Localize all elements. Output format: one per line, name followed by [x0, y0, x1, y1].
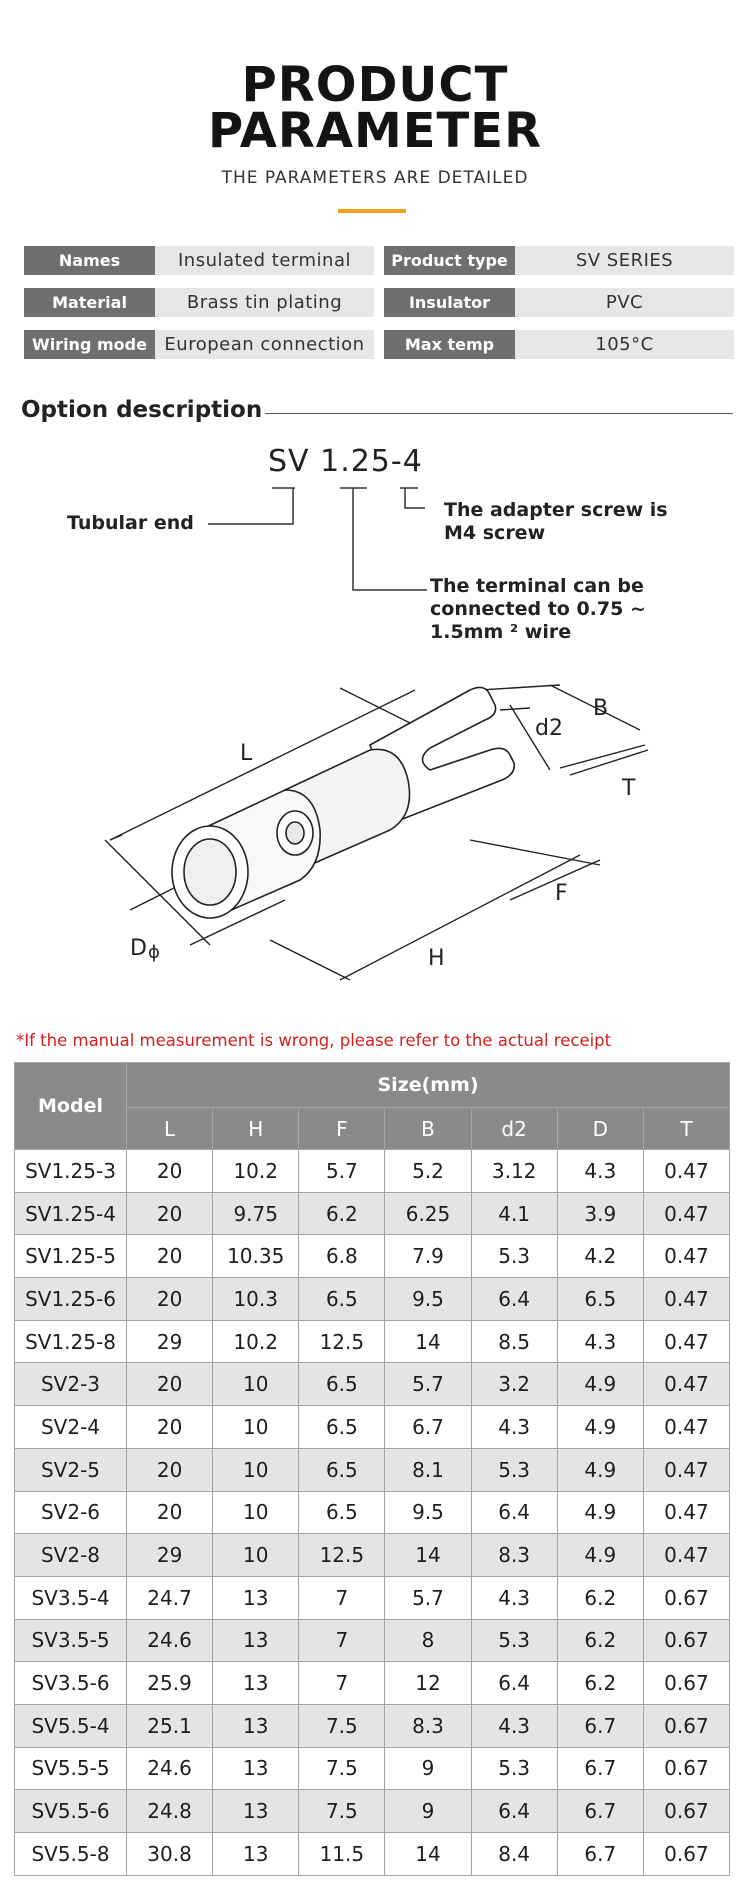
size-cell: 0.67 [643, 1662, 729, 1705]
size-cell: 12.5 [299, 1534, 385, 1577]
model-cell: SV5.5-6 [15, 1790, 127, 1833]
size-cell: 4.9 [557, 1363, 643, 1406]
param-key: Max temp [384, 330, 515, 359]
size-cell: 3.2 [471, 1363, 557, 1406]
size-cell: 5.7 [385, 1576, 471, 1619]
terminal-diagram [70, 650, 680, 1020]
size-cell: 5.3 [471, 1619, 557, 1662]
size-cell: 6.2 [299, 1192, 385, 1235]
size-cell: 7.5 [299, 1790, 385, 1833]
table-row [15, 1576, 730, 1619]
param-value: PVC [515, 288, 734, 317]
table-row [15, 1619, 730, 1662]
size-cell: 0.47 [643, 1320, 729, 1363]
param-value: Insulated terminal [155, 246, 374, 275]
size-cell: 13 [213, 1704, 299, 1747]
callout-screw-line1: The adapter screw is [444, 499, 668, 521]
model-cell: SV2-3 [15, 1363, 127, 1406]
size-cell: 24.6 [127, 1619, 213, 1662]
size-cell: 20 [127, 1150, 213, 1193]
model-cell: SV1.25-5 [15, 1235, 127, 1278]
callout-screw-line2: M4 screw [444, 522, 546, 544]
size-cell: 0.47 [643, 1192, 729, 1235]
param-key: Wiring mode [24, 330, 155, 359]
size-cell: 0.67 [643, 1576, 729, 1619]
accent-divider [338, 209, 406, 213]
param-key: Names [24, 246, 155, 275]
size-cell: 6.2 [557, 1662, 643, 1705]
size-cell: 11.5 [299, 1833, 385, 1876]
size-cell: 4.3 [471, 1576, 557, 1619]
size-cell: 9.5 [385, 1278, 471, 1321]
column-header: T [643, 1108, 729, 1150]
size-cell: 0.47 [643, 1534, 729, 1577]
size-cell: 0.47 [643, 1448, 729, 1491]
size-cell: 10.2 [213, 1320, 299, 1363]
table-row [15, 1363, 730, 1406]
option-description-heading: Option description [21, 397, 263, 423]
param-cell [384, 330, 734, 359]
table-row [15, 1790, 730, 1833]
size-cell: 12.5 [299, 1320, 385, 1363]
param-value: European connection [155, 330, 374, 359]
size-cell: 12 [385, 1662, 471, 1705]
dim-label-B: B [593, 696, 609, 721]
param-cell [384, 246, 734, 275]
size-cell: 4.3 [471, 1704, 557, 1747]
size-cell: 6.4 [471, 1662, 557, 1705]
size-cell: 14 [385, 1320, 471, 1363]
size-cell: 8.1 [385, 1448, 471, 1491]
size-cell: 6.8 [299, 1235, 385, 1278]
size-cell: 24.6 [127, 1747, 213, 1790]
size-cell: 4.3 [557, 1320, 643, 1363]
size-cell: 8.4 [471, 1833, 557, 1876]
size-cell: 14 [385, 1833, 471, 1876]
table-row [15, 1491, 730, 1534]
size-cell: 29 [127, 1320, 213, 1363]
dim-label-D: D [130, 936, 147, 961]
page-title-line1: PRODUCT [241, 57, 509, 113]
size-cell: 0.47 [643, 1491, 729, 1534]
size-cell: 6.5 [299, 1491, 385, 1534]
size-cell: 10 [213, 1491, 299, 1534]
size-cell: 7 [299, 1576, 385, 1619]
table-row [15, 1192, 730, 1235]
size-cell: 14 [385, 1534, 471, 1577]
size-cell: 4.1 [471, 1192, 557, 1235]
size-cell: 6.2 [557, 1619, 643, 1662]
size-cell: 10.2 [213, 1150, 299, 1193]
param-value: SV SERIES [515, 246, 734, 275]
model-cell: SV1.25-6 [15, 1278, 127, 1321]
size-cell: 6.5 [299, 1406, 385, 1449]
size-cell: 13 [213, 1576, 299, 1619]
size-cell: 6.4 [471, 1278, 557, 1321]
model-header: Model [15, 1063, 127, 1150]
column-header: D [557, 1108, 643, 1150]
param-row [24, 330, 734, 359]
size-cell: 20 [127, 1406, 213, 1449]
size-cell: 7.9 [385, 1235, 471, 1278]
dim-label-phi: ϕ [148, 942, 160, 963]
size-cell: 25.1 [127, 1704, 213, 1747]
size-cell: 5.3 [471, 1448, 557, 1491]
size-cell: 9.5 [385, 1491, 471, 1534]
size-cell: 13 [213, 1662, 299, 1705]
table-row [15, 1662, 730, 1705]
size-cell: 6.2 [557, 1576, 643, 1619]
size-cell: 13 [213, 1619, 299, 1662]
size-cell: 13 [213, 1790, 299, 1833]
size-cell: 0.47 [643, 1235, 729, 1278]
column-header: B [385, 1108, 471, 1150]
size-cell: 7 [299, 1662, 385, 1705]
size-cell: 10.3 [213, 1278, 299, 1321]
param-row [24, 288, 734, 317]
table-row [15, 1704, 730, 1747]
size-cell: 5.2 [385, 1150, 471, 1193]
callout-screw [444, 499, 668, 545]
size-cell: 13 [213, 1833, 299, 1876]
size-cell: 3.12 [471, 1150, 557, 1193]
size-cell: 10 [213, 1534, 299, 1577]
table-body [15, 1150, 730, 1876]
size-cell: 20 [127, 1278, 213, 1321]
table-row [15, 1406, 730, 1449]
model-cell: SV2-5 [15, 1448, 127, 1491]
param-cell [384, 288, 734, 317]
callout-wire-line2: connected to 0.75 ~ [430, 598, 646, 620]
model-cell: SV3.5-4 [15, 1576, 127, 1619]
size-cell: 7.5 [299, 1704, 385, 1747]
size-cell: 4.9 [557, 1491, 643, 1534]
size-cell: 8.3 [471, 1534, 557, 1577]
size-cell: 5.7 [385, 1363, 471, 1406]
size-cell: 0.67 [643, 1833, 729, 1876]
size-cell: 6.5 [299, 1278, 385, 1321]
dim-label-F: F [555, 881, 568, 906]
section-rule [265, 413, 733, 414]
size-header: Size(mm) [127, 1063, 730, 1108]
page-title-line2: PARAMETER [207, 103, 543, 159]
model-cell: SV1.25-8 [15, 1320, 127, 1363]
callout-wire-line1: The terminal can be [430, 575, 644, 597]
param-key: Product type [384, 246, 515, 275]
size-cell: 20 [127, 1235, 213, 1278]
model-cell: SV1.25-4 [15, 1192, 127, 1235]
size-cell: 24.7 [127, 1576, 213, 1619]
callout-wire [430, 575, 646, 644]
param-key: Material [24, 288, 155, 317]
size-cell: 4.9 [557, 1406, 643, 1449]
dim-label-d2: d2 [535, 716, 563, 741]
column-header: L [127, 1108, 213, 1150]
size-cell: 6.4 [471, 1790, 557, 1833]
size-cell: 9 [385, 1747, 471, 1790]
model-cell: SV5.5-8 [15, 1833, 127, 1876]
model-cell: SV5.5-5 [15, 1747, 127, 1790]
size-cell: 10 [213, 1363, 299, 1406]
param-cell [24, 330, 374, 359]
model-cell: SV2-6 [15, 1491, 127, 1534]
size-cell: 6.7 [385, 1406, 471, 1449]
size-cell: 8.3 [385, 1704, 471, 1747]
size-cell: 20 [127, 1491, 213, 1534]
model-cell: SV2-8 [15, 1534, 127, 1577]
size-cell: 6.7 [557, 1833, 643, 1876]
param-cell [24, 246, 374, 275]
column-header: d2 [471, 1108, 557, 1150]
dim-label-H: H [428, 946, 445, 971]
param-value: 105°C [515, 330, 734, 359]
size-cell: 6.7 [557, 1704, 643, 1747]
size-cell: 0.47 [643, 1406, 729, 1449]
size-cell: 6.5 [299, 1448, 385, 1491]
dim-label-L: L [240, 741, 253, 766]
size-cell: 25.9 [127, 1662, 213, 1705]
size-cell: 20 [127, 1192, 213, 1235]
size-cell: 4.3 [471, 1406, 557, 1449]
column-header: F [299, 1108, 385, 1150]
size-cell: 0.67 [643, 1704, 729, 1747]
column-header: H [213, 1108, 299, 1150]
size-cell: 6.5 [299, 1363, 385, 1406]
measurement-note: *If the manual measurement is wrong, please refer to the actual receipt [16, 1031, 612, 1050]
size-cell: 30.8 [127, 1833, 213, 1876]
size-cell: 0.67 [643, 1619, 729, 1662]
size-cell: 4.2 [557, 1235, 643, 1278]
size-cell: 6.7 [557, 1790, 643, 1833]
table-row [15, 1534, 730, 1577]
size-cell: 8.5 [471, 1320, 557, 1363]
size-cell: 9.75 [213, 1192, 299, 1235]
callout-tubular-end: Tubular end [67, 512, 194, 534]
size-table [14, 1062, 730, 1876]
page-subtitle: THE PARAMETERS ARE DETAILED [221, 168, 529, 188]
callout-wire-line3: 1.5mm ² wire [430, 621, 572, 643]
table-row [15, 1448, 730, 1491]
size-cell: 0.67 [643, 1790, 729, 1833]
model-cell: SV3.5-5 [15, 1619, 127, 1662]
size-cell: 24.8 [127, 1790, 213, 1833]
table-row [15, 1150, 730, 1193]
size-cell: 5.3 [471, 1235, 557, 1278]
size-cell: 0.47 [643, 1150, 729, 1193]
size-cell: 6.4 [471, 1491, 557, 1534]
table-row [15, 1235, 730, 1278]
size-cell: 0.47 [643, 1363, 729, 1406]
size-cell: 4.9 [557, 1534, 643, 1577]
param-value: Brass tin plating [155, 288, 374, 317]
model-cell: SV2-4 [15, 1406, 127, 1449]
param-row [24, 246, 734, 275]
size-cell: 6.5 [557, 1278, 643, 1321]
size-cell: 4.3 [557, 1150, 643, 1193]
size-cell: 7 [299, 1619, 385, 1662]
param-key: Insulator [384, 288, 515, 317]
model-code: SV 1.25-4 [268, 444, 423, 479]
table-row [15, 1278, 730, 1321]
model-cell: SV3.5-6 [15, 1662, 127, 1705]
size-cell: 4.9 [557, 1448, 643, 1491]
size-cell: 29 [127, 1534, 213, 1577]
size-cell: 10 [213, 1406, 299, 1449]
size-cell: 9 [385, 1790, 471, 1833]
model-cell: SV5.5-4 [15, 1704, 127, 1747]
table-row [15, 1320, 730, 1363]
size-cell: 5.7 [299, 1150, 385, 1193]
size-cell: 0.47 [643, 1278, 729, 1321]
size-cell: 20 [127, 1448, 213, 1491]
table-row [15, 1747, 730, 1790]
size-cell: 10.35 [213, 1235, 299, 1278]
size-cell: 10 [213, 1448, 299, 1491]
model-cell: SV1.25-3 [15, 1150, 127, 1193]
size-cell: 6.7 [557, 1747, 643, 1790]
page-header [0, 57, 750, 188]
size-cell: 6.25 [385, 1192, 471, 1235]
size-cell: 5.3 [471, 1747, 557, 1790]
size-cell: 13 [213, 1747, 299, 1790]
size-cell: 8 [385, 1619, 471, 1662]
param-cell [24, 288, 374, 317]
parameter-grid [24, 246, 734, 372]
table-row [15, 1833, 730, 1876]
size-cell: 20 [127, 1363, 213, 1406]
size-cell: 0.67 [643, 1747, 729, 1790]
size-cell: 3.9 [557, 1192, 643, 1235]
size-cell: 7.5 [299, 1747, 385, 1790]
dim-label-T: T [622, 776, 636, 801]
